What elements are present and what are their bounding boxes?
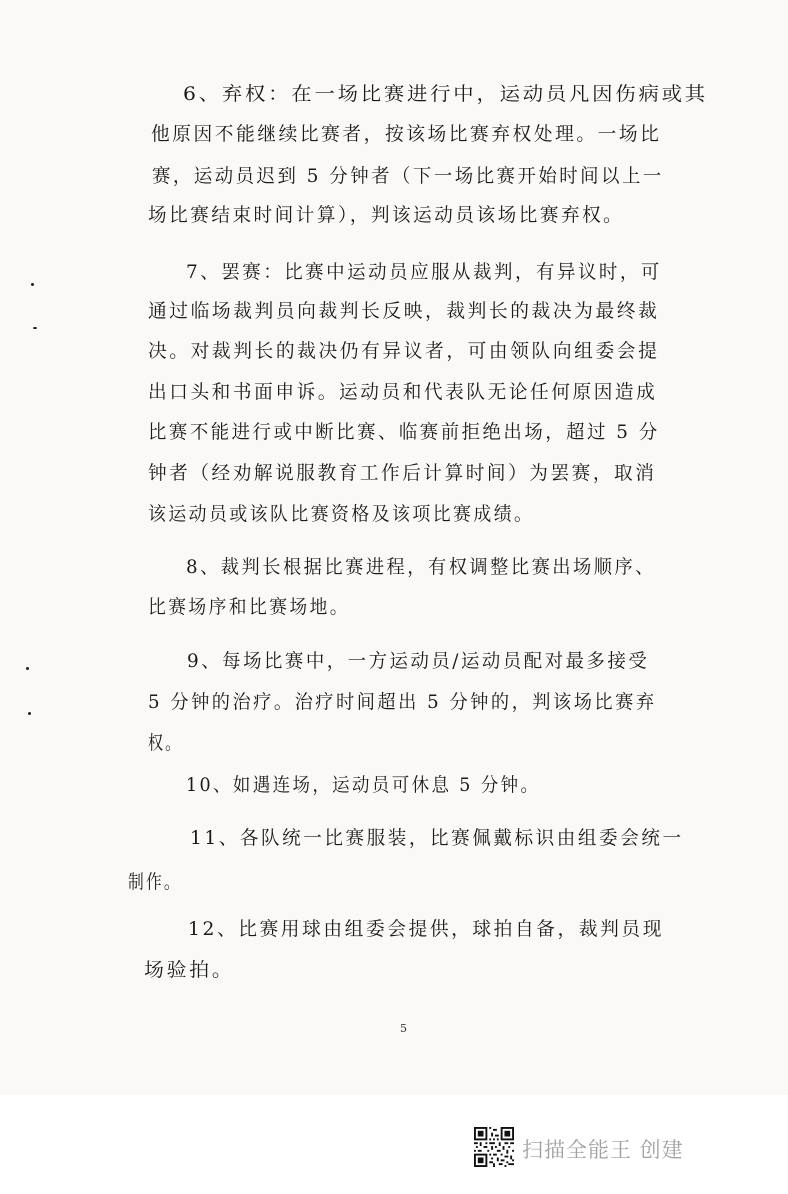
text-line: 该运动员或该队比赛资格及该项比赛成绩。 (148, 503, 535, 525)
qr-code-icon (474, 1127, 514, 1167)
text-line: 6、弃权：在一场比赛进行中，运动员凡因伤病或其 (183, 83, 708, 105)
text-line: 权。 (148, 732, 183, 754)
text-line: 8、裁判长根据比赛进程，有权调整比赛出场顺序、 (186, 556, 656, 578)
scan-speck (28, 712, 31, 715)
text-line: 决。对裁判长的裁决仍有异议者，可由领队向组委会提 (148, 340, 660, 362)
text-line: 出口头和书面申诉。运动员和代表队无论任何原因造成 (148, 381, 658, 403)
text-line: 11、各队统一比赛服装，比赛佩戴标识由组委会统一 (190, 827, 684, 849)
scanner-watermark (470, 1124, 720, 1174)
text-line: 7、罢赛：比赛中运动员应服从裁判，有异议时，可 (186, 261, 662, 283)
text-line: 通过临场裁判员向裁判长反映，裁判长的裁决为最终裁 (148, 300, 660, 322)
text-line: 5 分钟的治疗。治疗时间超出 5 分钟的，判该场比赛弃 (148, 691, 657, 713)
scan-speck (26, 667, 29, 670)
text-line: 9、每场比赛中，一方运动员/运动员配对最多接受 (187, 650, 650, 672)
text-line: 钟者（经劝解说服教育工作后计算时间）为罢赛，取消 (148, 462, 657, 484)
text-line: 制作。 (128, 871, 182, 893)
text-line: 10、如遇连场，运动员可休息 5 分钟。 (186, 774, 541, 796)
watermark-text: 扫描全能王 创建 (522, 1138, 684, 1162)
text-line: 他原因不能继续比赛者，按该场比赛弃权处理。一场比 (151, 123, 662, 145)
text-line: 比赛不能进行或中断比赛、临赛前拒绝出场，超过 5 分 (148, 421, 660, 443)
text-line: 赛，运动员迟到 5 分钟者（下一场比赛开始时间以上一 (152, 165, 664, 187)
text-line: 比赛场序和比赛场地。 (148, 596, 351, 618)
page-number: 5 (400, 1022, 407, 1035)
text-line: 场验拍。 (144, 959, 235, 981)
scan-speck (31, 283, 34, 286)
text-line: 12、比赛用球由组委会提供，球拍自备，裁判员现 (188, 918, 664, 940)
scan-speck (33, 327, 37, 329)
text-line: 场比赛结束时间计算），判该运动员该场比赛弃权。 (148, 204, 625, 226)
